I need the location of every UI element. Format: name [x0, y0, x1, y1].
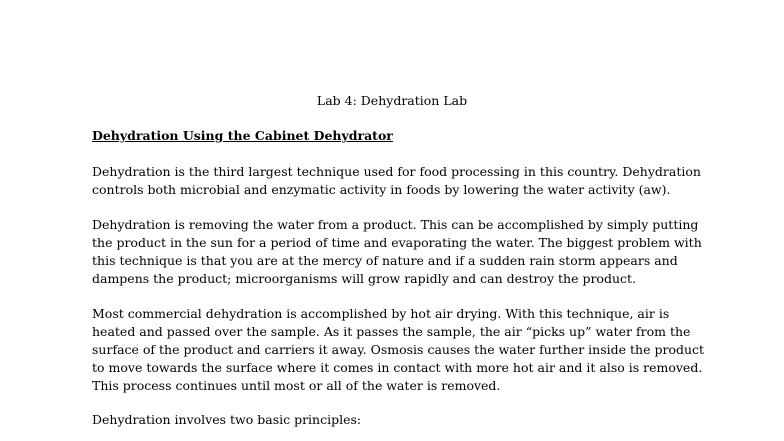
- paragraph-line: to move towards the surface where it comes in contact with more hot air and it also is removed.: [92, 360, 703, 375]
- section-heading: Dehydration Using the Cabinet Dehydrator: [92, 128, 393, 143]
- page-title: Lab 4: Dehydration Lab: [316, 93, 468, 108]
- paragraph-line: Dehydration involves two basic principles:: [92, 412, 362, 427]
- paragraph-intro: [92, 163, 701, 199]
- paragraph-line: the product in the sun for a period of time and evaporating the water. The biggest problem with: [92, 235, 702, 250]
- paragraph-line: this technique is that you are at the mercy of nature and if a sudden rain storm appears and: [92, 253, 678, 268]
- paragraph-line: Dehydration is the third largest technique used for food processing in this country. Dehydration: [92, 164, 701, 179]
- paragraph-line: surface of the product and carriers it away. Osmosis causes the water further inside the product: [92, 342, 705, 357]
- paragraph-line: Most commercial dehydration is accomplished by hot air drying. With this technique, air is: [92, 306, 670, 321]
- paragraph-hot-air-drying: [92, 305, 705, 395]
- paragraph-line: This process continues until most or all of the water is removed.: [92, 378, 501, 393]
- paragraph-line: heated and passed over the sample. As it passes the sample, the air “picks up” water from the: [92, 324, 691, 339]
- paragraph-principles: [92, 411, 692, 429]
- paragraph-line: controls both microbial and enzymatic activity in foods by lowering the water activity (aw).: [92, 182, 671, 197]
- paragraph-line: dampens the product; microorganisms will grow rapidly and can destroy the product.: [92, 271, 636, 286]
- paragraph-line: Dehydration is removing the water from a product. This can be accomplished by simply putting: [92, 217, 699, 232]
- paragraph-sun-drying: [92, 216, 702, 288]
